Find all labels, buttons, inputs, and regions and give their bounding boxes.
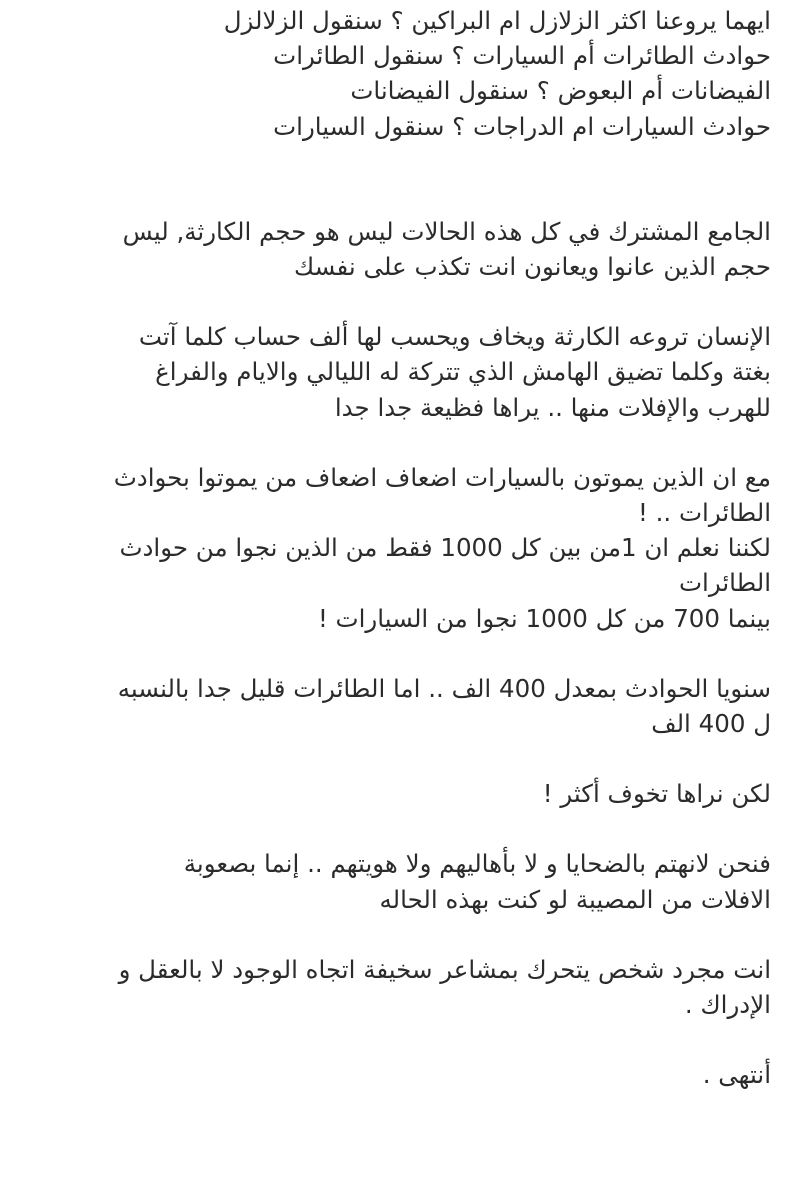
- text-line: حجم الذين عانوا ويعانون انت تكذب على نفسك: [294, 252, 771, 282]
- paragraph-spacer: [40, 636, 771, 671]
- paragraph-spacer: [40, 811, 771, 846]
- paragraph-survival-stats: [40, 460, 771, 636]
- text-line: بينما 700 من كل 1000 نجوا من السيارات !: [317, 603, 771, 633]
- text-line: للهرب والإفلات منها .. يراها فظيعة جدا جدا: [334, 392, 771, 422]
- text-line: سنويا الحوادث بمعدل 400 الف .. اما الطائرات قليل جدا بالنسبه: [117, 673, 771, 703]
- paragraph-spacer: [40, 741, 771, 776]
- paragraph-spacer: [40, 284, 771, 319]
- text-line: مع ان الذين يموتون بالسيارات اضعاف اضعاف من يموتوا بحوادث: [113, 462, 771, 492]
- paragraph-spacer: [40, 144, 771, 214]
- text-line: الطائرات .. !: [637, 498, 771, 528]
- text-line: حوادث السيارات ام الدراجات ؟ سنقول السيارات: [273, 111, 771, 141]
- text-line: الجامع المشترك في كل هذه الحالات ليس هو حجم الكارثة, ليس: [122, 216, 771, 246]
- text-line: حوادث الطائرات أم السيارات ؟ سنقول الطائرات: [273, 41, 771, 71]
- paragraph-common-factor: [40, 214, 771, 284]
- text-line: الإنسان تروعه الكارثة ويخاف ويحسب لها ألف حساب كلما آتت: [138, 322, 771, 352]
- text-line: بغتة وكلما تضيق الهامش الذي تتركة له الليالي والايام والفراغ: [155, 357, 771, 387]
- paragraph-human-fear: [40, 319, 771, 425]
- text-line: انت مجرد شخص يتحرك بمشاعر سخيفة اتجاه الوجود لا بالعقل و: [118, 954, 771, 984]
- paragraph-more-fear: [40, 776, 771, 811]
- paragraph-comparisons: [40, 3, 771, 144]
- paragraph-spacer: [40, 425, 771, 460]
- text-line: الإدراك .: [684, 990, 771, 1020]
- text-line: ل 400 الف: [651, 709, 771, 739]
- paragraph-spacer: [40, 1022, 771, 1057]
- paragraph-escape-difficulty: [40, 846, 771, 916]
- text-line: فنحن لانهتم بالضحايا و لا بأهاليهم ولا هويتهم .. إنما بصعوبة: [183, 849, 771, 879]
- text-line: ايهما يروعنا اكثر الزلازل ام البراكين ؟ سنقول الزلالزل: [223, 6, 771, 35]
- paragraph-end: [40, 1057, 771, 1092]
- text-line: الفيضانات أم البعوض ؟ سنقول الفيضانات: [350, 76, 771, 106]
- text-line: أنتهى .: [702, 1060, 771, 1090]
- text-line: الافلات من المصيبة لو كنت بهذه الحاله: [379, 884, 771, 914]
- text-line: لكن نراها تخوف أكثر !: [542, 779, 771, 809]
- paragraph-spacer: [40, 917, 771, 952]
- paragraph-conclusion: [40, 952, 771, 1022]
- paragraph-yearly-accidents: [40, 671, 771, 741]
- text-line: الطائرات: [678, 568, 771, 598]
- text-line: لكننا نعلم ان 1من بين كل 1000 فقط من الذين نجوا من حوادث: [119, 533, 771, 563]
